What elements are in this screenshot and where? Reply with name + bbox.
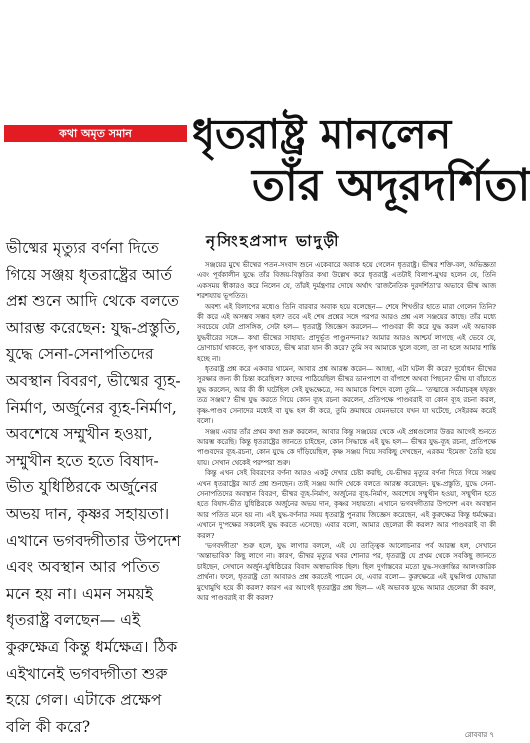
- body-paragraph: ধৃতরাষ্ট্র প্রশ্ন করে একবার থামেন, আবার প্রশ্ন আরম্ভ করেন— আচ্ছা, এটা ঘটল কী করে? দুর্যোধন ভীষ্মের সুরক্ষার জন্য কী চিন্তা করেছিল? কাদের পাঠিয়েছিল ভীষ্মর ডানপাশে বা বাঁপাশে অথবা পিছনে? ভীষ্ম যা বাঁচাতে যুদ্ধ করলেন, আর কী কী ঘটেছিল সেই যুদ্ধক্ষেত্রে, সব আমাকে বিশদে বলো তুমি— 'তত্মাত্তে সর্বমাচক্ষ্ব যদ্বৃত্তং তত্র সঞ্জয়'? ভীষ্ম যুদ্ধ করতে গিয়ে কোন ব্যূহ রচনা করলেন, প্রতিপক্ষে পাণ্ডবরাই বা কোন ব্যূহ রচনা করল, কৃষ্ণ-পাণ্ডব সেনাদের মধ্যেই বা যুদ্ধ হল কী করে, তুমি ক্রমান্বয়ে যেমনভাবে যখন যা ঘটেছে, সেইরকম করেই বলো।: [197, 365, 496, 426]
- section-tag: কথা অমৃত সমান: [4, 125, 187, 142]
- body-paragraph: সঞ্জয় এবার তাঁর প্রথম কথা শুরু করলেন, আবার কিন্তু সঞ্জয়ের থেকে এই প্রশ্নগুলোর উত্তর আগেই শুনতে আরম্ভ করেছি। কিন্তু ধৃতরাষ্ট্রের জানতে চাইছেন, কোন সিদ্ধান্তে এই যুদ্ধ হল— ভীষ্মর যুদ্ধ-ব্যূহ রচনা, প্রতিপক্ষে পাণ্ডবদের ব্যূহ-রচনা, কোন যুদ্ধে কে দাঁড়িয়েছিল, কৃষ্ণ সঞ্জয় দিয়ে সবকিছু দেখছেন, এরকম 'ইমেজ' তৈরি হয়ে যায়। সেখান থেকেই পরম্পরা শুরু।: [197, 427, 496, 467]
- page-footer: রোববার ৭: [464, 731, 494, 739]
- title-line-1: ধৃতরাষ্ট্র মানলেন: [192, 110, 452, 158]
- article-body: [197, 260, 496, 730]
- article-title: [192, 108, 530, 212]
- body-paragraph: সঞ্জয়ের মুখে ভীষ্মের পতন-সংবাদ শুনে একেবারে অবাক হয়ে গেলেন ধৃতরাষ্ট্র। ভীষ্মর শক্তি-বল, অভিজ্ঞতা এবং পূর্বকালীন যুদ্ধে তাঁর বিজয়-বিস্তৃতির কথা উল্লেখ করে ধৃতরাষ্ট্র এতটাই বিলাপ-মুখর হলেন যে, তিনি একসময় স্বীকারও করে নিলেন যে, তাঁরই দুর্মন্ত্রণার দোষে অর্থাৎ 'রাজনৈতিক দুরদর্শিতা'র অভাবে ভীষ্ম আজ শরশয্যায় ভূপতিত।: [197, 261, 496, 301]
- author-byline: নৃসিংহপ্রসাদ ভাদুড়ী: [206, 232, 341, 250]
- intro-blurb: ভীষ্মের মৃত্যুর বর্ণনা দিতে গিয়ে সঞ্জয় ধৃতরাষ্ট্রের আর্ত প্রশ্ন শুনে আদি থেকে বলতে আরম্ভ করেছেন: যুদ্ধ-প্রস্তুতি, যুদ্ধে সেনা-সেনাপতিদের অবস্থান বিবরণ, ভীষ্মের ব্যূহ-নির্মাণ, অর্জুনের ব্যূহ-নির্মাণ, অবশেষে সম্মুখীন হওয়া, সম্মুখীন হতে হতে বিষাদ-ভীত যুধিষ্ঠিরকে অর্জুনের অভয় দান, কৃষ্ণর সহায়তা। এখানে ভগবদ্গীতার উপদেশ এবং অবস্থান আর পতিত মনে হয় না। এমন সময়ই ধৃতরাষ্ট্র বলছেন— এই কুরুক্ষেত্র কিন্তু ধর্মক্ষেত্র। ঠিক এইখানেই ভগবদ্গীতা শুরু হয়ে গেল। এটাকে প্রক্ষেপ বলি কী করে?: [6, 239, 181, 736]
- body-paragraph: কিন্তু এখন সেই বিবরণের বর্ণনা আরও একটু দেখার চেষ্টা করছি, যে-ভীষ্মর মৃত্যুর বর্ণনা দিতে গিয়ে সঞ্জয় এখন ধৃতরাষ্ট্রের আর্ত প্রশ্ন শুনছেন। তাই সঞ্জয় আদি থেকে বলতে আরম্ভ করেছেন: যুদ্ধ-প্রস্তুতি, যুদ্ধে সেনা-সেনাপতিদের অবস্থান বিবরণ, ভীষ্মর ব্যূহ-নির্মাণ, অর্জুনের ব্যূহ-নির্মাণ, অবশেষে সম্মুখীন হওয়া, সম্মুখীন হতে হতে বিষাদ-ভীত যুধিষ্ঠিরকে অর্জুনের অভয় দান, কৃষ্ণর সহায়তা। এখানে ভগবদ্গীতার উপদেশ এবং অবস্থান আর পতিত মনে হয় না। এই যুদ্ধ-বর্ণনার সময় ধৃতরাষ্ট্র পুনরায় জিজ্ঞেস করেছেন, এই কুরুক্ষেত্র কিন্তু ধর্মক্ষেত্র। এখানে দু'পক্ষের সকলেই যুদ্ধ করতে এসেছে। এবার বলো, আমার ছেলেরা কী করল? আর পাণ্ডবরাই বা কী করল?: [197, 469, 496, 540]
- body-paragraph: অবশ্য এই বিলাপের মধ্যেও তিনি বারবার অবাক হয়ে বলেছেন— শেষে শিখণ্ডীর হাতে মারা গেলেন তিনি? কী করে এই অসম্ভব সম্ভব হল? তবে এই শেষ প্রশ্নের সঙ্গে পরপর আরও প্রশ্ন এল সঞ্জয়ের কাছে। তাঁর মধ্যে সবচেয়ে যেটা প্রাসঙ্গিক, সেটা হল— ধৃতরাষ্ট্র জিজ্ঞেস করলেন— পাণ্ডবরা কী করে যুদ্ধ করল এই অভাবক যুদ্ধবীরের সঙ্গে— কথা ভীষ্মের সাহায্য: প্রাদুর্ভূত পাণ্ডুনন্দনাঃ? আমার আরও আশ্চর্য লাগছে এই ভেবে যে, দ্রোণাচার্য থাকতে, কৃপ থাকতে, ভীষ্ম মারা যান কী করে? তুমি সব আমাকে খুলে বলো, তা না হলে আমার শান্তি হচ্ছে না।: [197, 302, 496, 363]
- title-line-2: তাঁর অদূরদর্শিতা: [252, 160, 530, 211]
- body-paragraph: 'ভগবদ্গীতা' শুরু হলে, যুদ্ধ লাগার বললে, এই যে তাত্ত্বিক আলোচনার পর্ব আরম্ভ হল, সেখানে 'অন্তাভাবিক' কিছু লাগে না। কারণ, ভীষ্মর মৃত্যুর খবর শোনার পর, ধৃতরাষ্ট্র যে প্রথম থেকে সবকিছু জানতে চাইছেন, সেখানে অর্জুন-যুধিষ্ঠিরের বিবাদ অস্বাভাবিক ছিল। ছিল দুর্গাস্তবের মতো যুদ্ধ-সংক্রান্তির আলংকারিক প্রার্থনা। ফলে, ধৃতরাষ্ট্র তো আবারও প্রশ্ন করতেই পারেন যে, এবার বলো— কুরুক্ষেত্রে এই যুদ্ধলিপ্ত যোদ্ধারা মুখোমুখি হয়ে কী করল? কারণ এর আগেই ধৃতরাষ্ট্রর প্রশ্ন ছিল— এই অভাবক যুদ্ধে আমার ছেলেরা কী করল, আর পাণ্ডবরাই বা কী করল?: [197, 541, 496, 602]
